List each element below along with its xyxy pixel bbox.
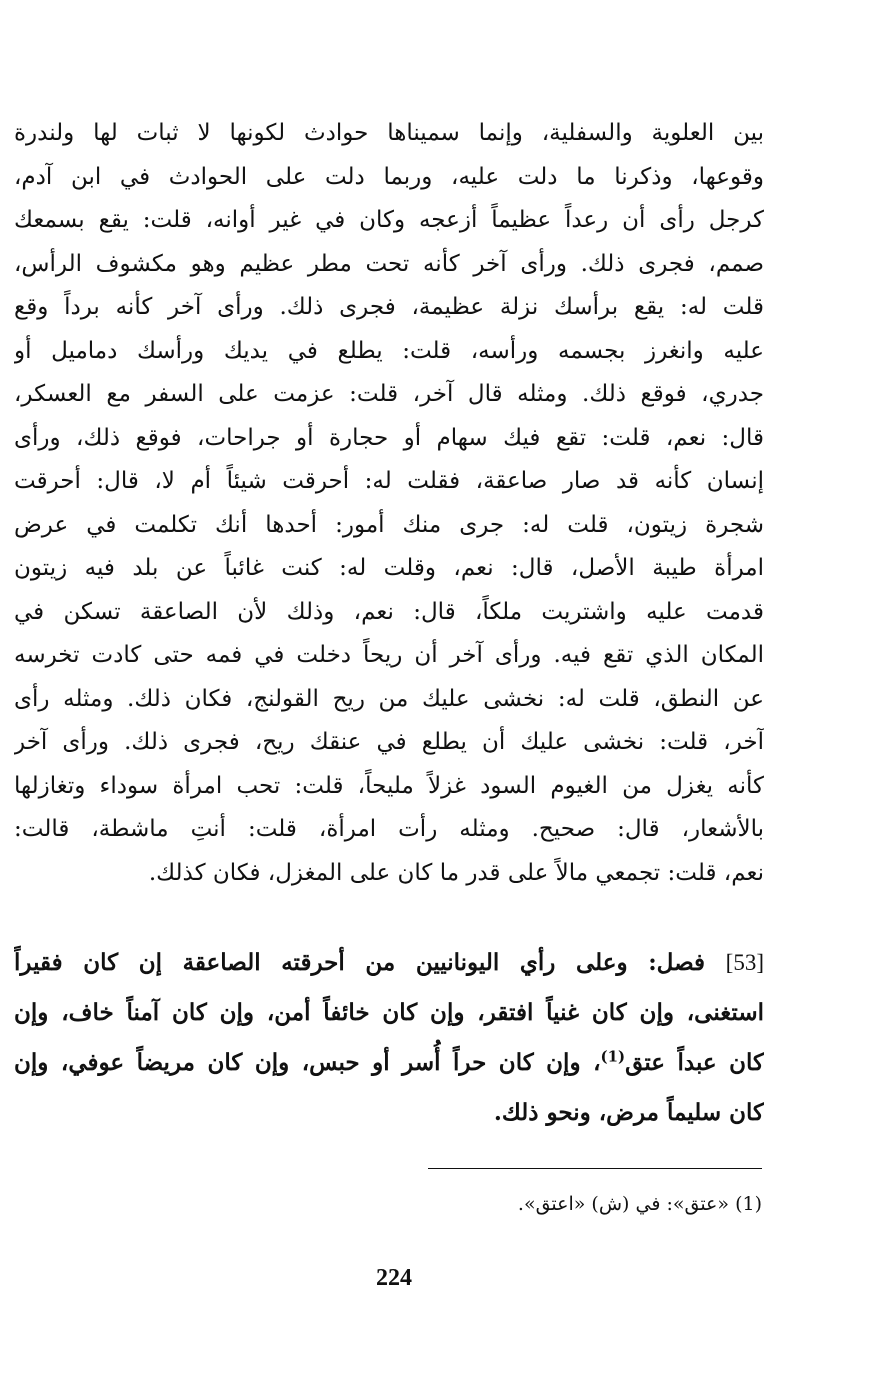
footnote-reference[interactable]: (1) xyxy=(600,1047,626,1066)
text-line: كأنه يغزل من الغيوم السود غزلاً مليحاً، قلت: تحب امرأة سوداء وتغازلها xyxy=(14,772,764,799)
footnote-marker: (1) xyxy=(735,1193,762,1215)
text-line: قال: نعم، قلت: تقع فيك سهام أو حجارة أو جراحات، فوقع ذلك، ورأى xyxy=(14,424,764,451)
text-line: امرأة طيبة الأصل، قال: نعم، وقلت له: كنت غائباً عن بلد فيه زيتون xyxy=(14,555,764,581)
text-line: آخر، قلت: نخشى عليك أن يطلع في عنقك ريح، فجرى ذلك. ورأى آخر xyxy=(14,729,764,755)
text-line: عليه وانغرز بجسمه ورأسه، قلت: يطلع في يديك ورأسك دماميل أو xyxy=(14,337,764,364)
section-line: كان سليماً مرض، ونحو ذلك. xyxy=(493,1099,764,1126)
body-text xyxy=(14,112,764,895)
section-line xyxy=(14,1038,764,1088)
text-line: نعم، قلت: تجمعي مالاً على قدر ما كان على المغزل، فكان كذلك. xyxy=(148,859,764,886)
footnote-divider xyxy=(428,1168,762,1169)
text-line: المكان الذي تقع فيه. ورأى آخر أن ريحاً دخلت في فمه حتى كادت تخرسه xyxy=(14,642,764,668)
section-text: وعلى رأي اليونانيين من أحرقته الصاعقة إن كان فقيراً xyxy=(14,949,628,976)
footnote-text: «عتق»: في (ش) «اعتق». xyxy=(517,1193,730,1215)
text-line: صمم، فجرى ذلك. ورأى آخر كأنه تحت مطر عظيم وهو مكشوف الرأس، xyxy=(14,250,764,277)
text-line: جدري، فوقع ذلك. ومثله قال آخر، قلت: عزمت على السفر مع العسكر، xyxy=(14,381,764,407)
text-line: قلت له: يقع برأسك نزلة عظيمة، فجرى ذلك. ورأى آخر كأنه برداً وقع xyxy=(14,294,764,320)
page-number: 224 xyxy=(376,1265,412,1291)
text-line: شجرة زيتون، قلت له: جرى منك أمور: أحدها أنك تكلمت في عرض xyxy=(14,511,764,538)
section-text: كان عبداً عتق xyxy=(625,1049,764,1076)
text-line: قدمت عليه واشتريت ملكاً، قال: نعم، وذلك لأن الصاعقة تسكن في xyxy=(14,598,764,625)
section-label: فصل: xyxy=(648,949,706,976)
text-line: بالأشعار، قال: صحيح. ومثله رأت امرأة، قلت: أنتِ ماشطة، قالت: xyxy=(14,816,764,842)
text-line: بين العلوية والسفلية، وإنما سميناها حوادث لكونها لا ثبات لها ولندرة xyxy=(14,120,764,146)
footnote xyxy=(300,1193,762,1215)
section-number: [53] xyxy=(725,950,764,975)
section-text: ، وإن كان حراً أُسر أو حبس، وإن كان مريضاً عوفي، وإن xyxy=(14,1049,601,1076)
section-line xyxy=(14,938,764,988)
section-line: استغنى، وإن كان غنياً افتقر، وإن كان خائفاً أمن، وإن كان آمناً خاف، وإن xyxy=(14,999,764,1026)
text-line: كرجل رأى أن رعداً عظيماً أزعجه وكان في غير أوانه، قلت: يقع بسمعك xyxy=(14,207,764,233)
section-53 xyxy=(14,938,764,1138)
text-line: وقوعها، وذكرنا ما دلت عليه، وربما دلت على الحوادث في ابن آدم، xyxy=(14,163,764,190)
text-line: عن النطق، قلت له: نخشى عليك من ريح القولنج، فكان ذلك. ومثله رأى xyxy=(14,685,764,712)
text-line: إنسان كأنه قد صار صاعقة، فقلت له: أحرقت شيئاً أم لا، قال: أحرقت xyxy=(14,468,764,494)
